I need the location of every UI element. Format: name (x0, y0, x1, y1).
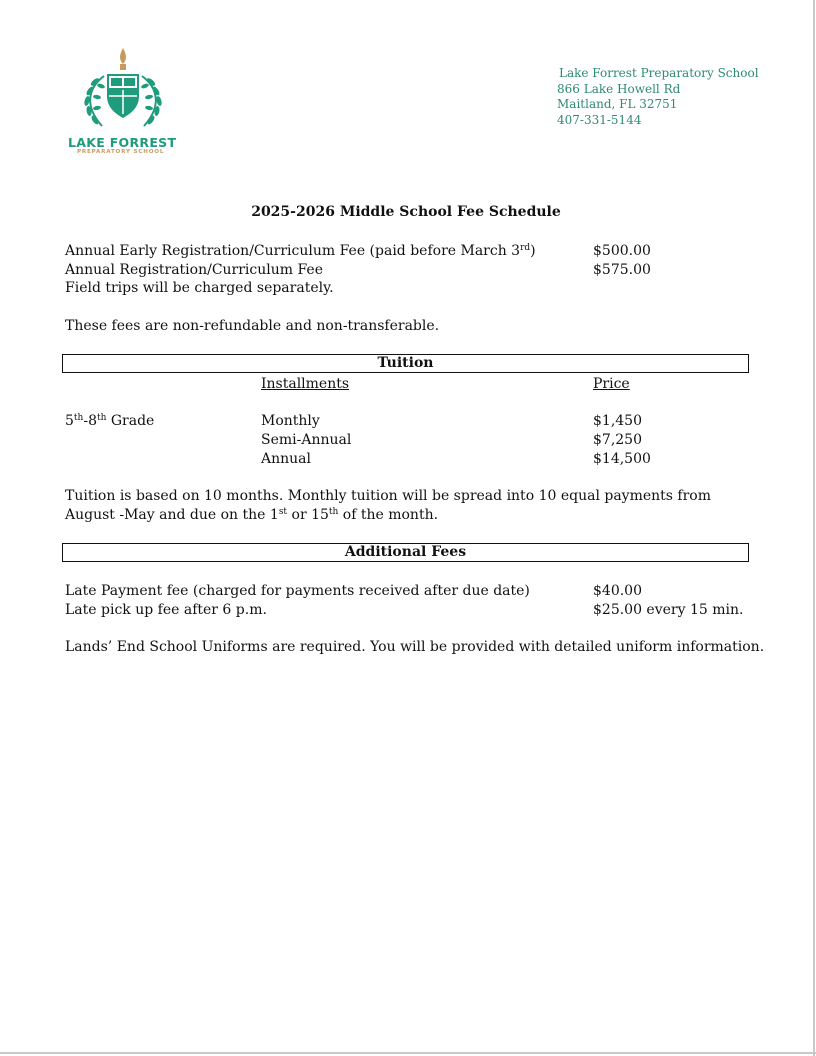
installments-column-header: Installments (261, 376, 350, 392)
late-payment-price: $40.00 (593, 583, 642, 599)
field-trips-note: Field trips will be charged separately. (65, 280, 334, 296)
address-phone: 407-331-5144 (557, 113, 642, 127)
school-logo (66, 44, 180, 160)
uniforms-note: Lands’ End School Uniforms are required. You will be provided with detailed uniform information. (65, 639, 765, 655)
page-title: 2025-2026 Middle School Fee Schedule (251, 204, 561, 220)
installment-option: Semi-Annual (261, 432, 352, 448)
address-street: 866 Lake Howell Rd (557, 82, 681, 96)
late-payment-label: Late Payment fee (charged for payments received after due date) (65, 583, 530, 599)
logo-wordmark: LAKE FORREST (68, 135, 177, 150)
registration-price: $575.00 (593, 262, 651, 278)
installment-price: $7,250 (593, 432, 642, 448)
address-school-name: Lake Forrest Preparatory School (559, 66, 759, 80)
tuition-note-line2: August -May and due on the 1st or 15th of the month. (65, 507, 439, 523)
additional-fees-header: Additional Fees (62, 543, 749, 562)
grade-label: 5th-8th Grade (65, 413, 155, 429)
late-pickup-price: $25.00 every 15 min. (593, 602, 744, 618)
address-city: Maitland, FL 32751 (557, 97, 678, 111)
tuition-header: Tuition (62, 354, 749, 373)
page-edge (0, 1052, 816, 1054)
nonrefundable-note: These fees are non-refundable and non-transferable. (65, 318, 440, 334)
installment-option: Annual (261, 451, 311, 467)
crest-icon (66, 44, 180, 134)
tuition-note-line1: Tuition is based on 10 months. Monthly tuition will be spread into 10 equal payments from (65, 488, 712, 504)
early-registration-price: $500.00 (593, 243, 651, 259)
logo-subtitle: PREPARATORY SCHOOL (77, 149, 165, 155)
installment-price: $1,450 (593, 413, 642, 429)
installment-option: Monthly (261, 413, 320, 429)
installment-price: $14,500 (593, 451, 651, 467)
late-pickup-label: Late pick up fee after 6 p.m. (65, 602, 267, 618)
registration-label: Annual Registration/Curriculum Fee (65, 262, 324, 278)
early-registration-label: Annual Early Registration/Curriculum Fee (paid before March 3rd) (65, 243, 536, 259)
page-edge (813, 0, 815, 1056)
price-column-header: Price (593, 376, 630, 392)
